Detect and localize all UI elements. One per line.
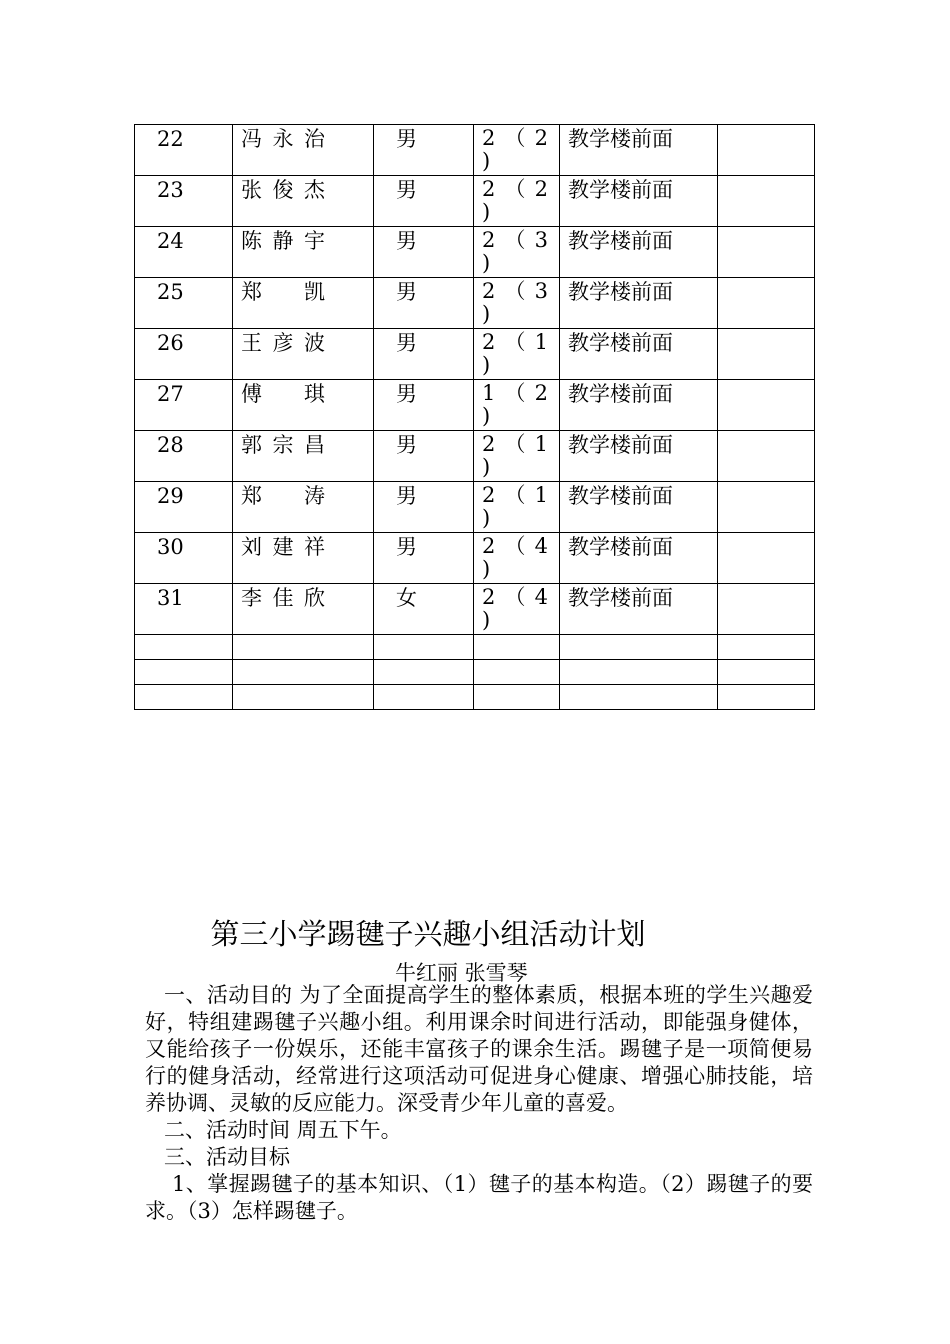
cell-notes <box>718 176 815 227</box>
cell-location: 教学楼前面 <box>560 380 718 431</box>
name-char: 涛 <box>304 484 325 508</box>
cell-location: 教学楼前面 <box>560 125 718 176</box>
name-char: 昌 <box>304 433 325 457</box>
cell-gender: 男 <box>374 482 474 533</box>
name-char: 刘 <box>241 535 262 559</box>
cell-class <box>474 176 560 227</box>
plan-body <box>145 982 813 1225</box>
class-part: 1 <box>534 483 548 507</box>
empty-cell <box>474 635 560 660</box>
cell-name <box>233 482 374 533</box>
cell-name <box>233 227 374 278</box>
class-part: 2 <box>482 279 496 303</box>
cell-notes <box>718 584 815 635</box>
name-char: 建 <box>272 535 294 559</box>
cell-number: 24 <box>135 227 233 278</box>
class-part: （ <box>504 126 526 150</box>
name-char: 琪 <box>304 382 325 406</box>
name-char: 郑 <box>241 280 262 304</box>
table-row <box>135 176 815 227</box>
cell-notes <box>718 533 815 584</box>
name-char: 陈 <box>241 229 262 253</box>
empty-table-row <box>135 685 815 710</box>
cell-notes <box>718 227 815 278</box>
cell-notes <box>718 380 815 431</box>
class-close-paren: ) <box>482 506 491 530</box>
cell-class <box>474 431 560 482</box>
name-char: 欣 <box>304 586 325 610</box>
name-char: 俊 <box>272 178 294 202</box>
cell-number: 29 <box>135 482 233 533</box>
class-part: 3 <box>534 228 548 252</box>
cell-class <box>474 482 560 533</box>
class-close-paren: ) <box>482 149 491 173</box>
plan-title: 第三小学踢毽子兴趣小组活动计划 <box>210 917 646 951</box>
cell-class <box>474 329 560 380</box>
paragraph-goal-1: 1、掌握踢毽子的基本知识、（1）毽子的基本构造。（2）踢毽子的要求。（3）怎样踢毽子。 <box>145 1172 813 1223</box>
cell-location: 教学楼前面 <box>560 227 718 278</box>
paragraph-time: 二、活动时间 周五下午。 <box>164 1118 402 1142</box>
cell-class <box>474 533 560 584</box>
class-part: 2 <box>534 126 548 150</box>
class-part: 2 <box>534 177 548 201</box>
cell-gender: 男 <box>374 278 474 329</box>
cell-name <box>233 431 374 482</box>
cell-notes <box>718 125 815 176</box>
class-close-paren: ) <box>482 455 491 479</box>
roster-body <box>135 125 815 710</box>
name-char: 治 <box>304 127 325 151</box>
empty-table-row <box>135 660 815 685</box>
class-part: （ <box>504 330 526 354</box>
table-row <box>135 431 815 482</box>
table-row <box>135 584 815 635</box>
class-close-paren: ) <box>482 608 491 632</box>
class-close-paren: ) <box>482 302 491 326</box>
class-part: （ <box>504 381 526 405</box>
name-char: 静 <box>272 229 294 253</box>
empty-cell <box>560 685 718 710</box>
table-row <box>135 533 815 584</box>
class-part: （ <box>504 228 526 252</box>
empty-cell <box>474 660 560 685</box>
paragraph-purpose: 一、活动目的 为了全面提高学生的整体素质，根据本班的学生兴趣爱好，特组建踢毽子兴趣小组。利用课余时间进行活动，即能强身健体，又能给孩子一份娱乐，还能丰富孩子的课余生活。踢毽子是一项简便易行的健身活动，经常进行这项活动可促进身心健康、增强心肺技能，培养协调、灵敏的反应能力。深受青少年儿童的喜爱。 <box>145 983 813 1115</box>
cell-name <box>233 584 374 635</box>
cell-location: 教学楼前面 <box>560 278 718 329</box>
cell-gender: 男 <box>374 176 474 227</box>
name-char: 郑 <box>241 484 262 508</box>
class-part: （ <box>504 279 526 303</box>
cell-gender: 男 <box>374 329 474 380</box>
empty-cell <box>135 660 233 685</box>
table-row <box>135 380 815 431</box>
cell-gender: 男 <box>374 125 474 176</box>
empty-cell <box>474 685 560 710</box>
cell-class <box>474 380 560 431</box>
empty-cell <box>560 660 718 685</box>
name-char: 宇 <box>304 229 325 253</box>
empty-cell <box>718 635 815 660</box>
cell-number: 25 <box>135 278 233 329</box>
cell-class <box>474 227 560 278</box>
cell-notes <box>718 431 815 482</box>
class-close-paren: ) <box>482 353 491 377</box>
cell-notes <box>718 329 815 380</box>
class-part: 2 <box>482 432 496 456</box>
empty-cell <box>718 685 815 710</box>
class-part: 3 <box>534 279 548 303</box>
cell-number: 22 <box>135 125 233 176</box>
cell-notes <box>718 482 815 533</box>
plan-authors: 牛红丽 张雪琴 <box>395 961 528 985</box>
class-part: 2 <box>482 126 496 150</box>
class-part: 4 <box>534 585 548 609</box>
empty-table-row <box>135 635 815 660</box>
cell-notes <box>718 278 815 329</box>
name-char: 郭 <box>241 433 262 457</box>
cell-location: 教学楼前面 <box>560 329 718 380</box>
cell-location: 教学楼前面 <box>560 176 718 227</box>
cell-class <box>474 584 560 635</box>
name-char: 宗 <box>272 433 294 457</box>
name-char: 永 <box>272 127 294 151</box>
class-part: 1 <box>482 381 496 405</box>
table-row <box>135 482 815 533</box>
name-char: 凯 <box>304 280 325 304</box>
class-part: （ <box>504 585 526 609</box>
table-row <box>135 329 815 380</box>
empty-cell <box>374 685 474 710</box>
cell-number: 31 <box>135 584 233 635</box>
table-row <box>135 227 815 278</box>
class-part: 2 <box>482 228 496 252</box>
table-row <box>135 278 815 329</box>
class-close-paren: ) <box>482 251 491 275</box>
class-part: 2 <box>482 483 496 507</box>
name-char: 波 <box>304 331 325 355</box>
cell-gender: 男 <box>374 380 474 431</box>
empty-cell <box>374 660 474 685</box>
cell-name <box>233 380 374 431</box>
student-roster-table <box>134 124 815 710</box>
empty-cell <box>233 635 374 660</box>
class-close-paren: ) <box>482 404 491 428</box>
cell-location: 教学楼前面 <box>560 482 718 533</box>
class-part: 2 <box>482 177 496 201</box>
empty-cell <box>233 660 374 685</box>
cell-number: 30 <box>135 533 233 584</box>
cell-gender: 男 <box>374 227 474 278</box>
name-char: 张 <box>241 178 262 202</box>
name-char: 彦 <box>272 331 294 355</box>
cell-number: 28 <box>135 431 233 482</box>
cell-gender: 男 <box>374 533 474 584</box>
empty-cell <box>135 635 233 660</box>
cell-name <box>233 278 374 329</box>
class-part: 1 <box>534 330 548 354</box>
name-char: 李 <box>241 586 262 610</box>
paragraph-goals-heading: 三、活动目标 <box>164 1145 290 1169</box>
class-part: 1 <box>534 432 548 456</box>
empty-cell <box>233 685 374 710</box>
class-part: 2 <box>482 585 496 609</box>
cell-location: 教学楼前面 <box>560 431 718 482</box>
class-close-paren: ) <box>482 557 491 581</box>
cell-gender: 女 <box>374 584 474 635</box>
empty-cell <box>560 635 718 660</box>
class-part: （ <box>504 483 526 507</box>
class-part: （ <box>504 177 526 201</box>
cell-name <box>233 125 374 176</box>
empty-cell <box>374 635 474 660</box>
class-part: 4 <box>534 534 548 558</box>
cell-name <box>233 176 374 227</box>
cell-number: 26 <box>135 329 233 380</box>
cell-name <box>233 533 374 584</box>
class-part: 2 <box>482 330 496 354</box>
name-char: 傅 <box>241 382 262 406</box>
cell-number: 23 <box>135 176 233 227</box>
name-char: 佳 <box>272 586 294 610</box>
class-part: 2 <box>482 534 496 558</box>
class-part: （ <box>504 432 526 456</box>
cell-location: 教学楼前面 <box>560 533 718 584</box>
cell-number: 27 <box>135 380 233 431</box>
cell-class <box>474 278 560 329</box>
cell-gender: 男 <box>374 431 474 482</box>
name-char: 冯 <box>241 127 262 151</box>
class-close-paren: ) <box>482 200 491 224</box>
class-part: （ <box>504 534 526 558</box>
class-part: 2 <box>534 381 548 405</box>
cell-location: 教学楼前面 <box>560 584 718 635</box>
name-char: 祥 <box>304 535 325 559</box>
empty-cell <box>135 685 233 710</box>
name-char: 杰 <box>304 178 325 202</box>
name-char: 王 <box>241 331 262 355</box>
table-row <box>135 125 815 176</box>
cell-class <box>474 125 560 176</box>
empty-cell <box>718 660 815 685</box>
cell-name <box>233 329 374 380</box>
